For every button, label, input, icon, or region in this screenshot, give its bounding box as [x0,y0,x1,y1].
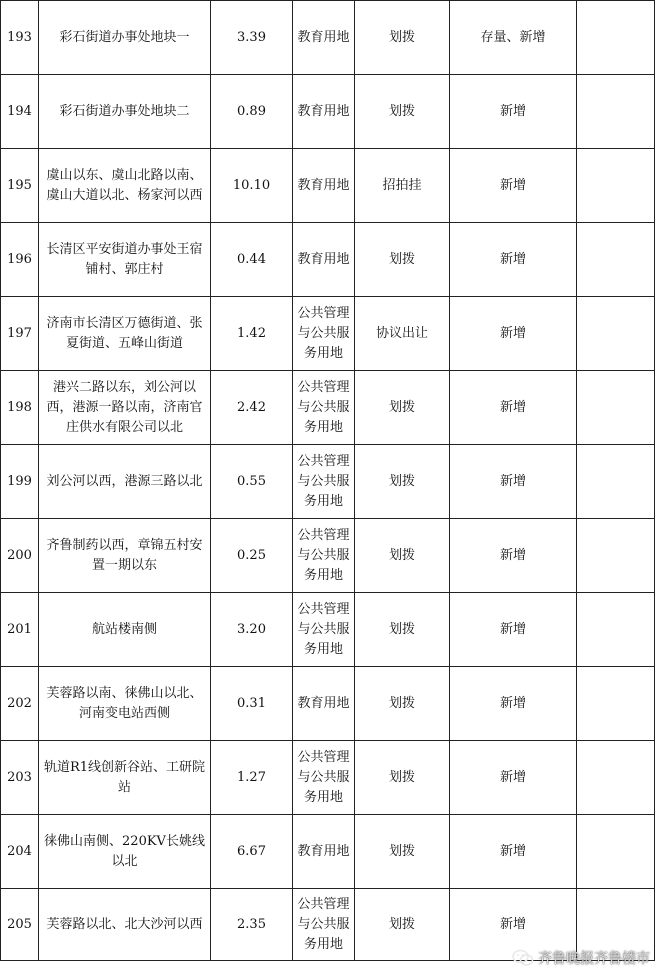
cell-supply-method: 划拨 [355,815,450,889]
cell-supply-method: 协议出让 [355,297,450,371]
cell-location: 芙蓉路以北、北大沙河以西 [39,889,211,961]
cell-note [577,815,655,889]
cell-supply-method: 划拨 [355,593,450,667]
cell-land-type: 新增 [450,519,577,593]
cell-number: 194 [1,75,39,149]
cell-number: 193 [1,1,39,75]
cell-note [577,519,655,593]
cell-location: 彩石街道办事处地块一 [39,1,211,75]
cell-number: 198 [1,371,39,445]
cell-land-type: 新增 [450,149,577,223]
cell-land-use: 教育用地 [293,667,355,741]
cell-area: 3.39 [211,1,293,75]
cell-land-use: 教育用地 [293,75,355,149]
cell-supply-method: 招拍挂 [355,149,450,223]
cell-area: 0.25 [211,519,293,593]
cell-note [577,445,655,519]
cell-supply-method: 划拨 [355,667,450,741]
cell-area: 2.42 [211,371,293,445]
cell-note [577,149,655,223]
cell-area: 0.31 [211,667,293,741]
table-row [1,371,655,445]
cell-supply-method: 划拨 [355,371,450,445]
cell-number: 197 [1,297,39,371]
cell-area: 1.27 [211,741,293,815]
cell-number: 202 [1,667,39,741]
cell-location: 长清区平安街道办事处王宿铺村、郭庄村 [39,223,211,297]
table-row [1,815,655,889]
table-row [1,149,655,223]
cell-area: 0.44 [211,223,293,297]
cell-land-use: 教育用地 [293,149,355,223]
cell-note [577,297,655,371]
cell-area: 2.35 [211,889,293,961]
cell-note [577,593,655,667]
cell-area: 1.42 [211,297,293,371]
cell-supply-method: 划拨 [355,1,450,75]
cell-land-type: 新增 [450,371,577,445]
cell-location: 齐鲁制药以西，章锦五村安置一期以东 [39,519,211,593]
cell-location: 航站楼南侧 [39,593,211,667]
cell-land-type: 新增 [450,445,577,519]
cell-supply-method: 划拨 [355,445,450,519]
cell-area: 0.55 [211,445,293,519]
cell-note [577,75,655,149]
cell-land-use: 公共管理与公共服务用地 [293,593,355,667]
cell-land-use: 教育用地 [293,815,355,889]
cell-number: 204 [1,815,39,889]
cell-land-type: 新增 [450,889,577,961]
cell-area: 3.20 [211,593,293,667]
cell-location: 轨道R1线创新谷站、工研院站 [39,741,211,815]
cell-supply-method: 划拨 [355,519,450,593]
cell-location: 刘公河以西，港源三路以北 [39,445,211,519]
cell-land-use: 公共管理与公共服务用地 [293,741,355,815]
cell-note [577,741,655,815]
cell-land-use: 教育用地 [293,1,355,75]
cell-note [577,667,655,741]
cell-land-use: 公共管理与公共服务用地 [293,519,355,593]
cell-land-use: 教育用地 [293,223,355,297]
cell-area: 6.67 [211,815,293,889]
table-row [1,741,655,815]
cell-number: 195 [1,149,39,223]
cell-supply-method: 划拨 [355,889,450,961]
cell-supply-method: 划拨 [355,741,450,815]
cell-area: 0.89 [211,75,293,149]
cell-land-use: 公共管理与公共服务用地 [293,889,355,961]
cell-location: 虞山以东、虞山北路以南、虞山大道以北、杨家河以西 [39,149,211,223]
cell-land-use: 公共管理与公共服务用地 [293,445,355,519]
cell-note [577,223,655,297]
cell-number: 201 [1,593,39,667]
wechat-icon [512,949,534,967]
watermark [512,948,650,968]
cell-note [577,1,655,75]
cell-area: 10.10 [211,149,293,223]
cell-land-type: 新增 [450,75,577,149]
cell-land-type: 新增 [450,593,577,667]
table-row [1,75,655,149]
cell-location: 济南市长清区万德街道、张夏街道、五峰山街道 [39,297,211,371]
cell-number: 205 [1,889,39,961]
cell-location: 芙蓉路以南、徕佛山以北、河南变电站西侧 [39,667,211,741]
cell-land-type: 新增 [450,741,577,815]
cell-supply-method: 划拨 [355,223,450,297]
cell-land-use: 公共管理与公共服务用地 [293,371,355,445]
cell-location: 彩石街道办事处地块二 [39,75,211,149]
cell-supply-method: 划拨 [355,75,450,149]
table-row [1,667,655,741]
cell-land-type: 存量、新增 [450,1,577,75]
cell-land-use: 公共管理与公共服务用地 [293,297,355,371]
cell-note [577,371,655,445]
cell-land-type: 新增 [450,667,577,741]
table-row [1,519,655,593]
cell-number: 203 [1,741,39,815]
cell-number: 199 [1,445,39,519]
table-row [1,297,655,371]
cell-number: 196 [1,223,39,297]
table-row [1,593,655,667]
cell-number: 200 [1,519,39,593]
table-row [1,1,655,75]
table-row [1,445,655,519]
cell-land-type: 新增 [450,297,577,371]
table-row [1,223,655,297]
cell-land-type: 新增 [450,223,577,297]
cell-land-type: 新增 [450,815,577,889]
cell-location: 港兴二路以东，刘公河以西，港源一路以南，济南官庄供水有限公司以北 [39,371,211,445]
watermark-text: 齐鲁晚报齐鲁楼市 [538,951,650,967]
cell-location: 徕佛山南侧、220KV长姚线以北 [39,815,211,889]
